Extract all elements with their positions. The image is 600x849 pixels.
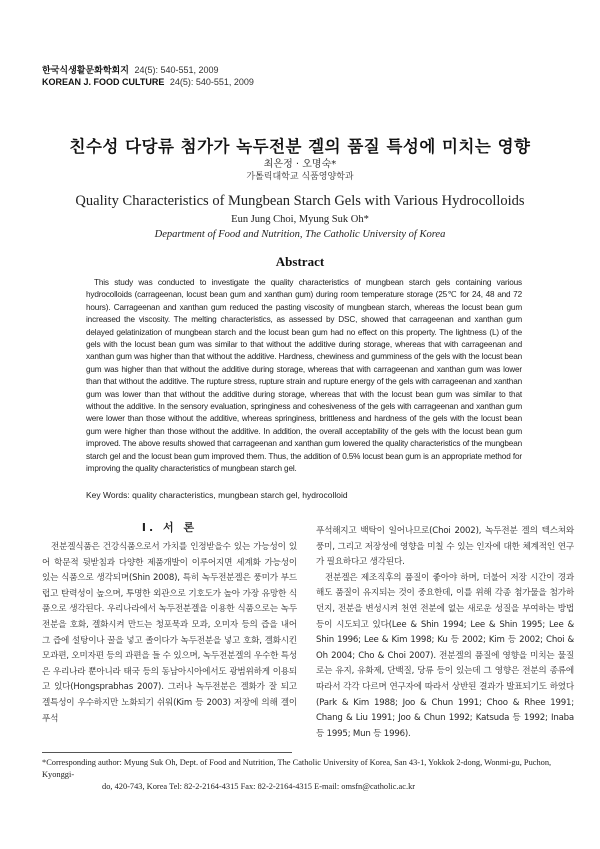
authors-korean: 최은정 · 오명숙* (263, 159, 337, 170)
column-right (316, 524, 574, 742)
abstract-body: This study was conducted to investigate the quality characteristics of mungbean starch gels containing various hydrocolloids (carrageenan, locust bean gum and xanthan gum) during room temperature storage (25℃ for 24, 48 and 72 hours). Carrageenan and xanthan gum reduced the pasting viscosity of mungbean starch, whereas the locust bean gum increased the viscosity. The melting characteristics, as assessed by DSC, showed that carrageenan and xanthan gum delayed gelatinization of mungbean starch and the locust bean gum had no effect on this property. The lightness (L) of the gels with the locust bean gum was similar to that without the additive during storage, whereas that with carrageenan and xanthan gum was higher than that without the additive. Hardness, chewiness and gumminess of the gels with the locust bean gum was higher than that without the additive during storage, whereas that with carrageenan and xanthan gum was lower than that without the additive. The rupture stress, rupture strain and rupture energy of the gels with carrageenan and xanthan gum was lower than that without the additive during storage, whereas that with the locust bean gum was similar to that without the additive. In the sensory evaluation, springiness and cohesiveness of the gels with carrageenan and xanthan gum were lower than those without the additive, whereas springiness, brittleness and hardness of the gels with the locust bean gum were higher than those without the additive. In addition, the overall acceptability of the gels with the locust bean gum improved. The above results showed that carrageenan and xanthan gum lowered the quality characteristics of the mungbean starch gel and the locust bean gum improved them. Thus, the addition of 0.5% locust bean gum is an appropriate method for improving the quality characteristics of mungbean starch gel. (86, 278, 522, 474)
corresponding-author-footnote (42, 757, 572, 793)
journal-line-ko (42, 64, 254, 76)
footnote-line-2: do, 420-743, Korea Tel: 82-2-2164-4315 Fax: 82-2-2164-4315 E-mail: omsfn@catholic.ac.kr (102, 782, 416, 791)
abstract-heading: Abstract (275, 254, 325, 269)
intro-paragraph-2: 전분겔은 제조직후의 품질이 좋아야 하며, 더불어 저장 시간이 경과해도 품질이 유지되는 것이 중요한데, 이를 위해 각종 첨가물을 첨가하던지, 전분을 변성시켜 천연 전분에 없는 새로운 성질을 부여하는 방법 등이 시도되고 있다(Lee & Shin 1994; Lee & Shin 1995; Lee & Shin 1996; Lee & Kim 1998; Ku 등 2002; Kim 등 2002; Choi & Oh 2004; Cho & Choi 2007). 전분겔의 품질에 영향을 미치는 물질로는 유지, 유화제, 단백질, 당류 등이 있는데 그 영향은 전분의 종류에 따라서 각각 다르며 연구자에 따라서 상반된 결과가 발표되기도 하였다(Park & Kim 1988; Joo & Chun 1991; Choo & Rhee 1991; Chang & Liu 1991; Joo & Chun 1992; Katsuda 등 1992; Inaba 등 1995; Mun 등 1996). (316, 572, 574, 739)
title-english: Quality Characteristics of Mungbean Starch Gels with Various Hydrocolloids (75, 193, 525, 209)
section-heading-introduction: I. 서 론 (141, 521, 198, 534)
journal-header (42, 64, 254, 88)
journal-volume-ko: 24(5): 540-551, 2009 (134, 65, 219, 75)
authors-english: Eun Jung Choi, Myung Suk Oh* (231, 214, 369, 225)
affiliation-english: Department of Food and Nutrition, The Catholic University of Korea (154, 229, 446, 240)
journal-name-en: KOREAN J. FOOD CULTURE (42, 77, 165, 87)
title-korean: 친수성 다당류 첨가가 녹두전분 겔의 품질 특성에 미치는 영향 (69, 137, 531, 156)
keywords-label: Key Words: (86, 490, 130, 500)
journal-volume-en: 24(5): 540-551, 2009 (169, 77, 254, 87)
affiliation-korean: 가톨릭대학교 식품영양학과 (246, 172, 354, 182)
footnote-line-1: *Corresponding author: Myung Suk Oh, Dept. of Food and Nutrition, The Catholic University of Korea, San 43-1, Yokkok 2-dong, Wonmi-gu, Puchon, Kyonggi- (42, 758, 552, 779)
footnote-rule (42, 752, 292, 753)
keywords (86, 490, 522, 500)
intro-paragraph-1: 전분겔식품은 건강식품으로서 가치를 인정받을수 있는 가능성이 있어 학문적 뒷받침과 다양한 제품개발이 이루어지면 세계화 가능성이 있는 식품으로 생각되며(Shin 2008), 특히 녹두전분겔은 풍미가 부드럽고 탄력성이 높으며, 투명한 외관으로 기호도가 높아 가장 유망한 식품으로 생각된다. 우리나라에서 녹두전분겔을 이용한 식품으로는 녹두전분을 호화, 겔화시켜 만드는 청포묵과 모과, 오미자 등의 즙을 내어 그 즙에 설탕이나 꿀을 넣고 졸이다가 녹두전분을 넣고 호화, 겔화시킨 모과편, 오미자편 등의 과편을 들 수 있으며, 녹두전분겔의 우수한 특성은 우리나라 뿐아니라 태국 등의 동남아시아에서도 광범위하게 이용되고 있다(Hongsprabhas 2007). 그러나 녹두전분은 겔화가 잘 되고 겔특성이 우수하지만 노화되기 쉬워(Kim 등 2003) 저장에 의해 겔이 푸석 (42, 542, 297, 724)
intro-paragraph-1-continued: 푸석해지고 백탁이 일어나므로(Choi 2002), 녹두전분 겔의 텍스쳐와 풍미, 그리고 저장성에 영향을 미칠 수 있는 인자에 대한 체계적인 연구가 필요하다고 생각된다. (316, 526, 574, 568)
keywords-list: quality characteristics, mungbean starch gel, hydrocolloid (132, 490, 348, 500)
journal-name-ko: 한국식생활문화학회지 (42, 65, 129, 75)
journal-line-en (42, 76, 254, 88)
column-left (42, 540, 297, 727)
